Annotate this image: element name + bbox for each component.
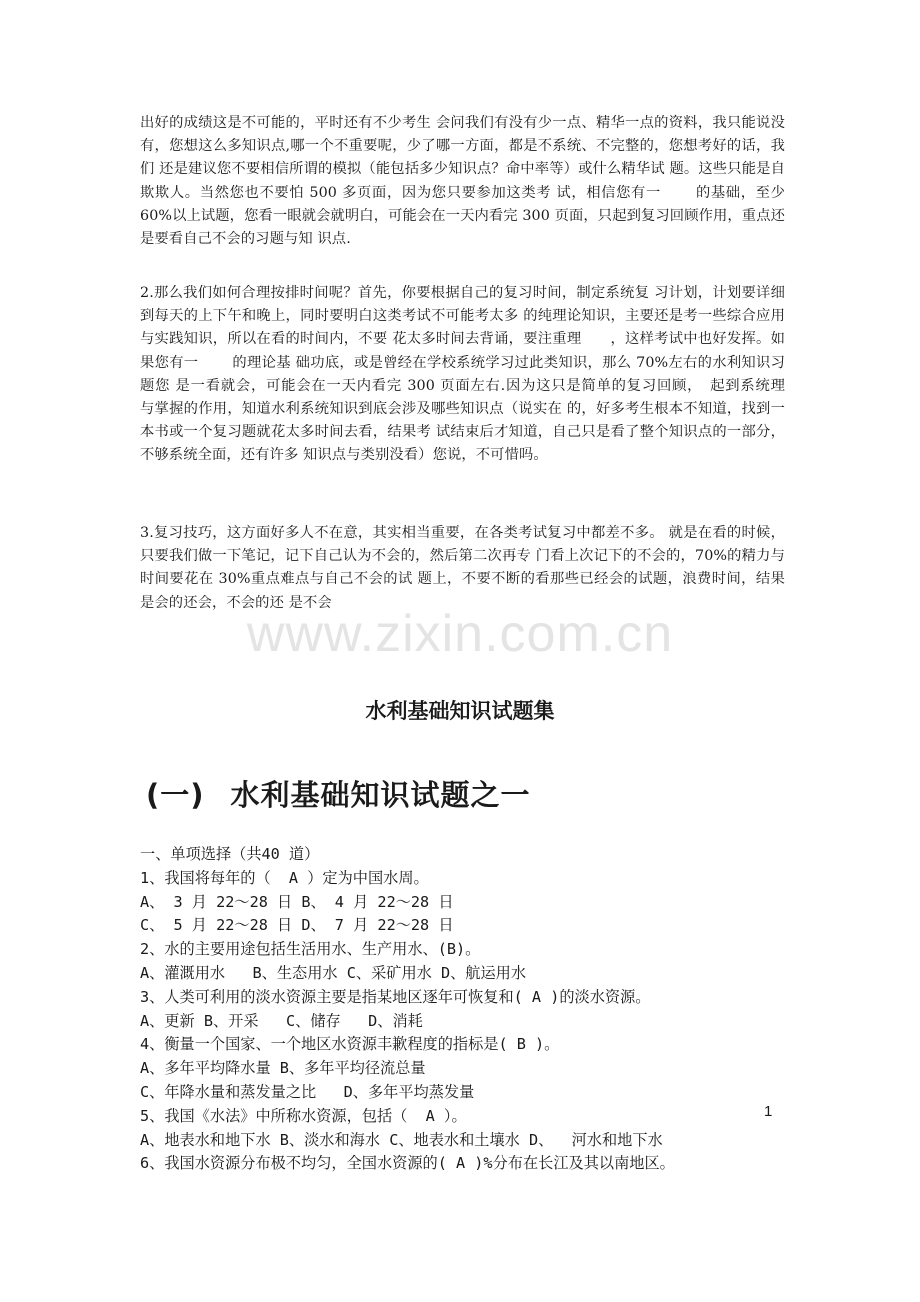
- intro-paragraph-3-text: 3.复习技巧，这方面好多人不在意，其实相当重要，在各类考试复习中都差不多。 就是在看的时候，只要我们做一下笔记，记下自己认为不会的，然后第二次再专 门看上次记下的不会的，70%的精力与时间要花在 30%重点难点与自己不会的试 题上，不要不断的看那些已经会的试题，浪费时间，结果是会的还会，不会的还 是不会: [140, 525, 785, 611]
- question-line: 2、水的主要用途包括生活用水、生产用水、(B)。: [140, 940, 481, 959]
- intro-paragraph-1-text: 出好的成绩这是不可能的，平时还有不少考生 会问我们有没有少一点、精华一点的资料，我只能说没有，您想这么多知识点,哪一个不重要呢，少了哪一方面，都是不系统、不完整的，您想考好的话，我们 还是建议您不要相信所谓的模拟（能包括多少知识点？命中率等）或什么精华试 题。这些只能是自欺欺人。当然您也不要怕 500 多页面，因为您只要参加这类考 试，相信您有一 的基础，至少 60%以上试题，您看一眼就会就明白，可能会在一天内看完 300 页面，只起到复习回顾作用，重点还是要看自己不会的习题与知 识点.: [140, 115, 785, 248]
- options-line: C、年降水量和蒸发量之比 D、多年平均蒸发量: [140, 1082, 475, 1101]
- options-line: C、 5 月 22～28 日 D、 7 月 22～28 日: [140, 916, 454, 935]
- intro-paragraph-2-text: 2.那么我们如何合理按排时间呢？首先，你要根据自己的复习时间，制定系统复 习计划，计划要详细到每天的上下午和晚上，同时要明白这类考试不可能考太多 的纯理论知识，主要还是考一些综合应用与实践知识，所以在看的时间内，不要 花太多时间去背诵，要注重理 ，这样考试中也好发挥。如果您有一 的理论基 础功底，或是曾经在学校系统学习过此类知识，那么 70%左右的水利知识习题您 是一看就会，可能会在一天内看完 300 页面左右.因为这只是简单的复习回顾， 起到系统理 与掌握的作用，知道水利系统知识到底会涉及哪些知识点（说实在 的，好多考生根本不知道，找到一本书或一个复习题就花太多时间去看，结果考 试结束后才知道，自己只是看了整个知识点的一部分，不够系统全面，还有许多 知识点与类别没看）您说，不可惜吗。: [140, 285, 819, 464]
- intro-paragraph-3: [140, 522, 785, 615]
- question-line: 6、我国水资源分布极不均匀，全国水资源的( A )%分布在长江及其以南地区。: [140, 1154, 675, 1173]
- section-title: 水利基础知识试题之一: [230, 778, 531, 812]
- page-number: 1: [764, 1103, 773, 1120]
- question-line: 1、我国将每年的（ A ）定为中国水周。: [140, 868, 429, 887]
- question-line: 3、人类可利用的淡水资源主要是指某地区逐年可恢复和( A )的淡水资源。: [140, 987, 651, 1006]
- section-number: (一): [146, 778, 205, 812]
- options-line: A、多年平均降水量 B、多年平均径流总量: [140, 1059, 426, 1078]
- options-line: A、地表水和地下水 B、淡水和海水 C、地表水和土壤水 D、 河水和地下水: [140, 1130, 663, 1149]
- question-line: 5、我国《水法》中所称水资源，包括（ A ）。: [140, 1106, 467, 1125]
- options-line: A、灌溉用水 B、生态用水 C、采矿用水 D、航运用水: [140, 963, 527, 982]
- options-line: A、更新 B、开采 C、储存 D、消耗: [140, 1011, 423, 1030]
- intro-paragraph-2: [140, 282, 819, 468]
- section-heading: [146, 773, 531, 814]
- question-line: 4、衡量一个国家、一个地区水资源丰歉程度的指标是( B )。: [140, 1035, 560, 1054]
- watermark: www.zixin.com.cn: [246, 605, 674, 663]
- intro-paragraph-1: [140, 112, 785, 251]
- document-title: 水利基础知识试题集: [365, 699, 555, 723]
- question-list-heading: 一、单项选择（共40 道）: [140, 845, 320, 863]
- options-line: A、 3 月 22～28 日 B、 4 月 22～28 日: [140, 892, 454, 911]
- question-list: [140, 843, 800, 1176]
